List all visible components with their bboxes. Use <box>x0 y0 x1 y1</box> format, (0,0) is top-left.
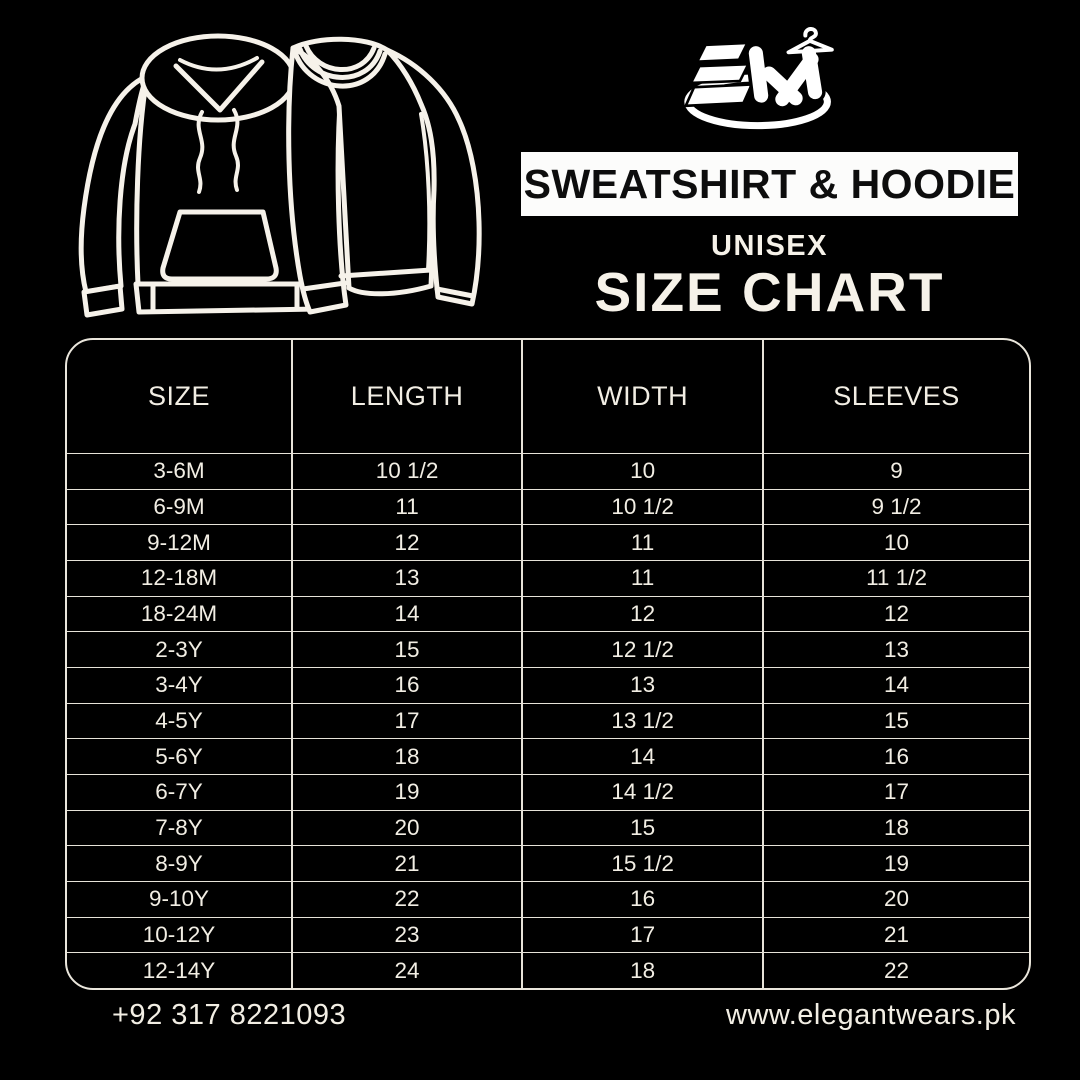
column-header: SIZE <box>67 340 293 453</box>
size-cell: 3-6M <box>67 453 293 489</box>
value-cell: 15 1/2 <box>523 845 764 881</box>
column-header: LENGTH <box>293 340 523 453</box>
phone-number: +92 317 8221093 <box>112 999 347 1031</box>
value-cell: 22 <box>764 952 1029 988</box>
size-chart-table <box>65 338 1031 990</box>
value-cell: 11 <box>523 524 764 560</box>
value-cell: 11 1/2 <box>764 560 1029 596</box>
value-cell: 11 <box>293 489 523 525</box>
hoodie-icon <box>81 36 318 315</box>
value-cell: 13 <box>764 631 1029 667</box>
value-cell: 22 <box>293 881 523 917</box>
page-title: SIZE CHART <box>594 261 945 323</box>
value-cell: 10 <box>764 524 1029 560</box>
value-cell: 12 1/2 <box>523 631 764 667</box>
value-cell: 12 <box>523 596 764 632</box>
value-cell: 19 <box>293 774 523 810</box>
size-cell: 7-8Y <box>67 810 293 846</box>
value-cell: 12 <box>764 596 1029 632</box>
value-cell: 14 <box>523 738 764 774</box>
value-cell: 21 <box>764 917 1029 953</box>
footer <box>112 999 1016 1032</box>
value-cell: 15 <box>764 703 1029 739</box>
size-cell: 6-9M <box>67 489 293 525</box>
column-header: SLEEVES <box>833 381 960 411</box>
value-cell: 16 <box>523 881 764 917</box>
size-cell: 12-14Y <box>67 952 293 988</box>
value-cell: 9 <box>764 453 1029 489</box>
value-cell: 18 <box>293 738 523 774</box>
value-cell: 11 <box>523 560 764 596</box>
subtitle-unisex: UNISEX <box>711 230 828 262</box>
size-cell: 2-3Y <box>67 631 293 667</box>
value-cell: 14 <box>293 596 523 632</box>
value-cell: 15 <box>523 810 764 846</box>
size-cell: 10-12Y <box>67 917 293 953</box>
size-cell: 3-4Y <box>67 667 293 703</box>
value-cell: 14 1/2 <box>523 774 764 810</box>
value-cell: 17 <box>293 703 523 739</box>
value-cell: 16 <box>293 667 523 703</box>
size-cell: 9-10Y <box>67 881 293 917</box>
size-cell: 5-6Y <box>67 738 293 774</box>
value-cell: 13 <box>293 560 523 596</box>
value-cell: 24 <box>293 952 523 988</box>
value-cell: 16 <box>764 738 1029 774</box>
value-cell: 10 1/2 <box>523 489 764 525</box>
value-cell: 20 <box>293 810 523 846</box>
value-cell: 13 <box>523 667 764 703</box>
value-cell: 12 <box>293 524 523 560</box>
value-cell: 10 1/2 <box>293 453 523 489</box>
header <box>521 24 1018 323</box>
size-cell: 4-5Y <box>67 703 293 739</box>
size-cell: 18-24M <box>67 596 293 632</box>
banner-title: SWEATSHIRT & HOODIE <box>521 152 1018 216</box>
value-cell: 23 <box>293 917 523 953</box>
value-cell: 18 <box>523 952 764 988</box>
website-url: www.elegantwears.pk <box>726 999 1016 1031</box>
value-cell: 15 <box>293 631 523 667</box>
value-cell: 19 <box>764 845 1029 881</box>
value-cell: 18 <box>764 810 1029 846</box>
value-cell: 17 <box>523 917 764 953</box>
brand-logo <box>521 24 1018 146</box>
value-cell: 9 1/2 <box>764 489 1029 525</box>
size-cell: 6-7Y <box>67 774 293 810</box>
hoodie-sweatshirt-icon <box>50 18 520 340</box>
value-cell: 13 1/2 <box>523 703 764 739</box>
value-cell: 21 <box>293 845 523 881</box>
value-cell: 20 <box>764 881 1029 917</box>
value-cell: 10 <box>523 453 764 489</box>
size-cell: 8-9Y <box>67 845 293 881</box>
garments-illustration <box>50 18 520 340</box>
column-header: WIDTH <box>523 340 764 453</box>
value-cell: 14 <box>764 667 1029 703</box>
value-cell: 17 <box>764 774 1029 810</box>
sweatshirt-icon <box>289 39 479 312</box>
size-cell: 12-18M <box>67 560 293 596</box>
ew-logo-icon <box>664 23 876 147</box>
size-cell: 9-12M <box>67 524 293 560</box>
